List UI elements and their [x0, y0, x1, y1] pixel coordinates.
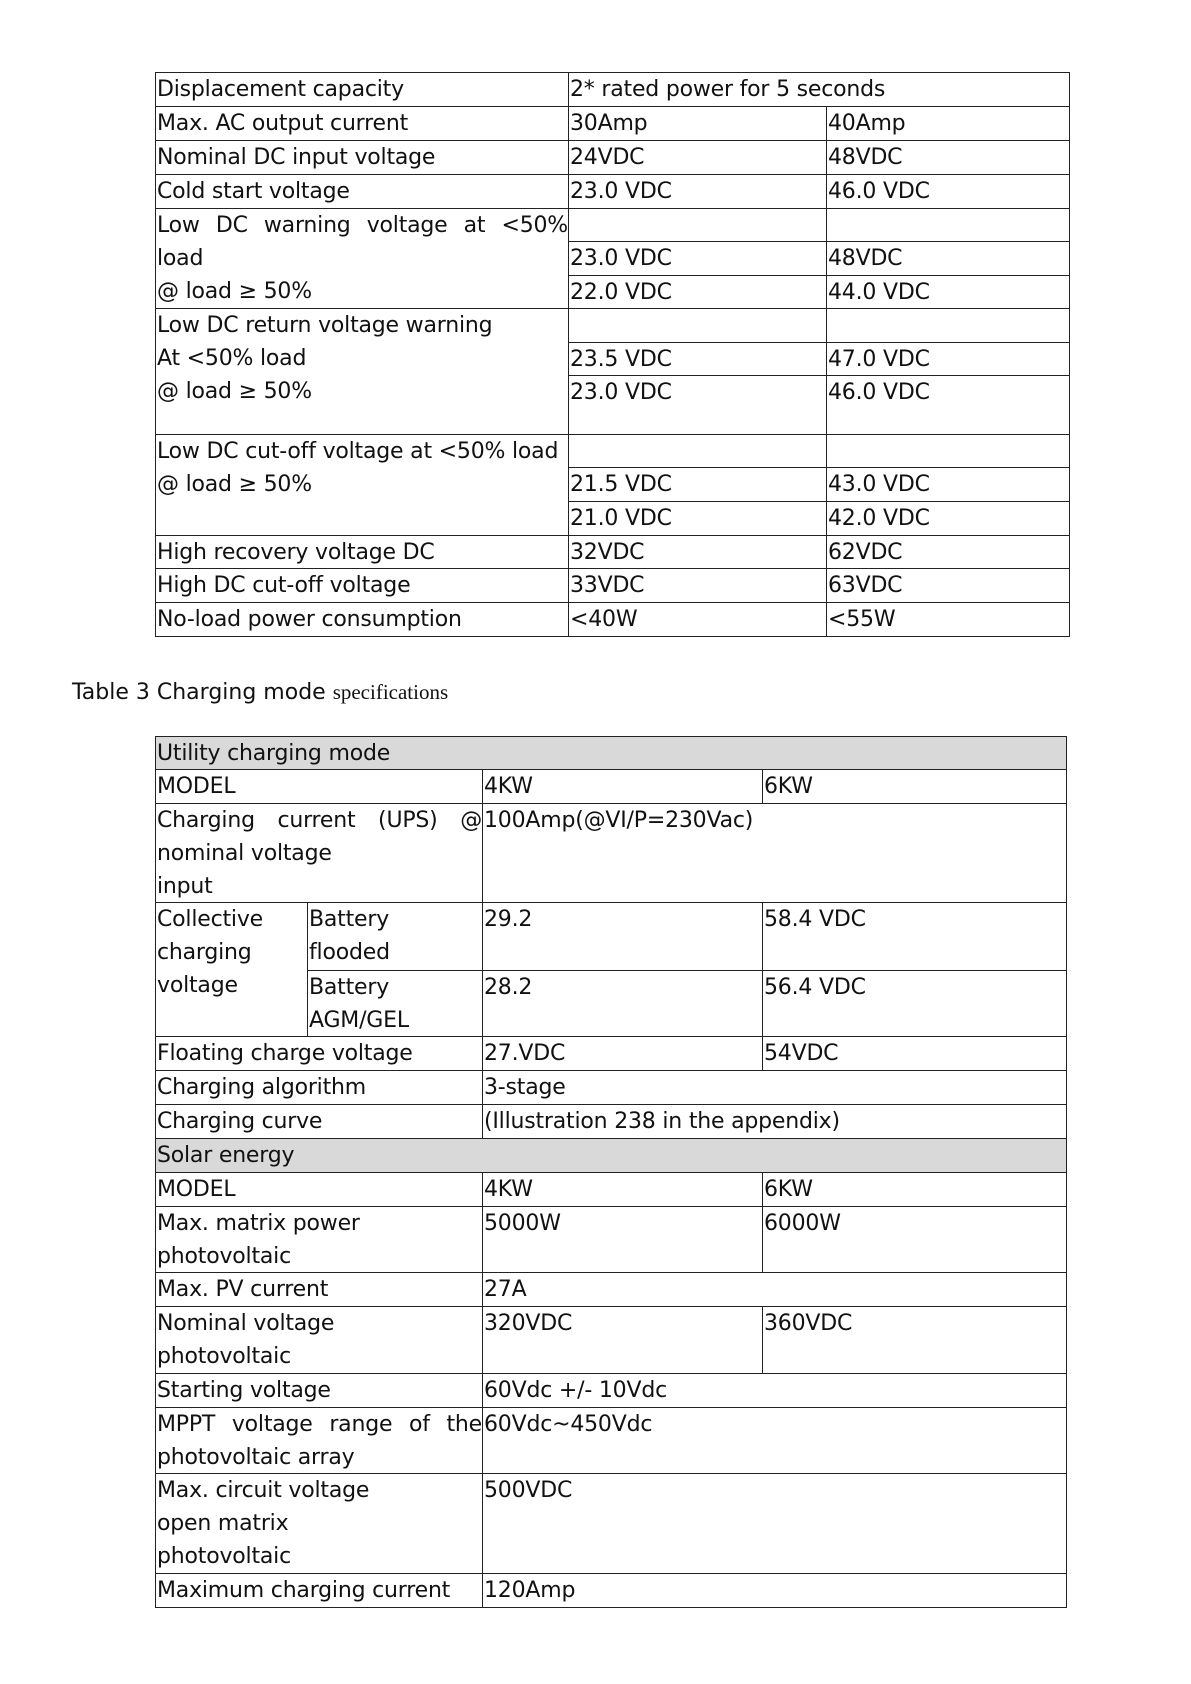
row-value: 320VDC: [482, 1306, 763, 1374]
row-value: 48VDC: [826, 241, 1070, 276]
row-value: 62VDC: [826, 535, 1070, 569]
row-value: 6000W: [762, 1206, 1067, 1273]
table-caption: [72, 676, 448, 709]
row-value: 30Amp: [568, 106, 827, 141]
row-label: Cold start voltage: [155, 174, 569, 209]
row-value: 6KW: [762, 769, 1067, 804]
row-label: Max. circuit voltage open matrix photovoltaic: [155, 1473, 483, 1574]
row-value: 360VDC: [762, 1306, 1067, 1374]
row-label: Collective charging voltage: [155, 902, 308, 1037]
row-label: High DC cut-off voltage: [155, 568, 569, 603]
row-value: 23.0 VDC: [568, 241, 827, 276]
row-value: 23.0 VDC: [568, 375, 827, 435]
row-value: 32VDC: [568, 535, 827, 569]
row-value: 24VDC: [568, 140, 827, 175]
row-label: Max. matrix power photovoltaic: [155, 1206, 483, 1273]
row-value: 33VDC: [568, 568, 827, 603]
empty-cell: [568, 208, 827, 242]
row-value: 60Vdc +/- 10Vdc: [482, 1373, 1067, 1408]
row-value: 6KW: [762, 1172, 1067, 1207]
row-value: 56.4 VDC: [762, 970, 1067, 1037]
row-value: 21.5 VDC: [568, 467, 827, 502]
row-value: 47.0 VDC: [826, 342, 1070, 376]
row-value: 46.0 VDC: [826, 375, 1070, 435]
row-value: 48VDC: [826, 140, 1070, 175]
row-value: <55W: [826, 602, 1070, 637]
row-value: 22.0 VDC: [568, 275, 827, 309]
row-value: 2* rated power for 5 seconds: [568, 72, 1070, 107]
caption-text-serif: specifications: [332, 680, 449, 704]
row-value: 46.0 VDC: [826, 174, 1070, 209]
row-value: (Illustration 238 in the appendix): [482, 1104, 1067, 1139]
row-value: 120Amp: [482, 1573, 1067, 1608]
row-value: 27.VDC: [482, 1036, 763, 1071]
row-value: 21.0 VDC: [568, 501, 827, 536]
caption-text: Table 3 Charging mode: [72, 680, 326, 705]
row-value: 40Amp: [826, 106, 1070, 141]
empty-cell: [568, 434, 827, 468]
row-label: MODEL: [155, 1172, 483, 1207]
row-label: Starting voltage: [155, 1373, 483, 1408]
row-value: 54VDC: [762, 1036, 1067, 1071]
row-value: 500VDC: [482, 1473, 1067, 1574]
row-value: 23.5 VDC: [568, 342, 827, 376]
row-label: Max. PV current: [155, 1272, 483, 1307]
row-value: 27A: [482, 1272, 1067, 1307]
empty-cell: [826, 434, 1070, 468]
row-label: Low DC warning voltage at <50% load @ load ≥ 50%: [155, 208, 569, 309]
section-header: Solar energy: [155, 1138, 1067, 1173]
row-label: Charging algorithm: [155, 1070, 483, 1105]
row-label: Floating charge voltage: [155, 1036, 483, 1071]
row-value: 3-stage: [482, 1070, 1067, 1105]
row-value: 58.4 VDC: [762, 902, 1067, 971]
row-label: Charging current (UPS) @ nominal voltage input: [155, 803, 483, 903]
row-value: 23.0 VDC: [568, 174, 827, 209]
row-sublabel: Battery AGM/GEL: [307, 970, 483, 1037]
row-sublabel: Battery flooded: [307, 902, 483, 971]
row-value: 43.0 VDC: [826, 467, 1070, 502]
row-value: 44.0 VDC: [826, 275, 1070, 309]
row-label: Maximum charging current: [155, 1573, 483, 1608]
section-header: Utility charging mode: [155, 736, 1067, 770]
row-value: 100Amp(@VI/P=230Vac): [482, 803, 1067, 903]
row-value: 4KW: [482, 769, 763, 804]
row-value: 29.2: [482, 902, 763, 971]
row-value: 28.2: [482, 970, 763, 1037]
row-label: MODEL: [155, 769, 483, 804]
row-label: MPPT voltage range of the photovoltaic array: [155, 1407, 483, 1474]
empty-cell: [568, 308, 827, 343]
row-label: Low DC return voltage warning At <50% load @ load ≥ 50%: [155, 308, 569, 435]
row-value: 5000W: [482, 1206, 763, 1273]
row-label: High recovery voltage DC: [155, 535, 569, 569]
row-label: Low DC cut-off voltage at <50% load @ load ≥ 50%: [155, 434, 569, 536]
row-value: 42.0 VDC: [826, 501, 1070, 536]
row-label: Displacement capacity: [155, 72, 569, 107]
row-value: 63VDC: [826, 568, 1070, 603]
empty-cell: [826, 208, 1070, 242]
empty-cell: [826, 308, 1070, 343]
row-label: Max. AC output current: [155, 106, 569, 141]
row-label: Nominal DC input voltage: [155, 140, 569, 175]
row-label: Nominal voltage photovoltaic: [155, 1306, 483, 1374]
row-value: 60Vdc~450Vdc: [482, 1407, 1067, 1474]
row-label: No-load power consumption: [155, 602, 569, 637]
row-value: 4KW: [482, 1172, 763, 1207]
row-label: Charging curve: [155, 1104, 483, 1139]
row-value: <40W: [568, 602, 827, 637]
